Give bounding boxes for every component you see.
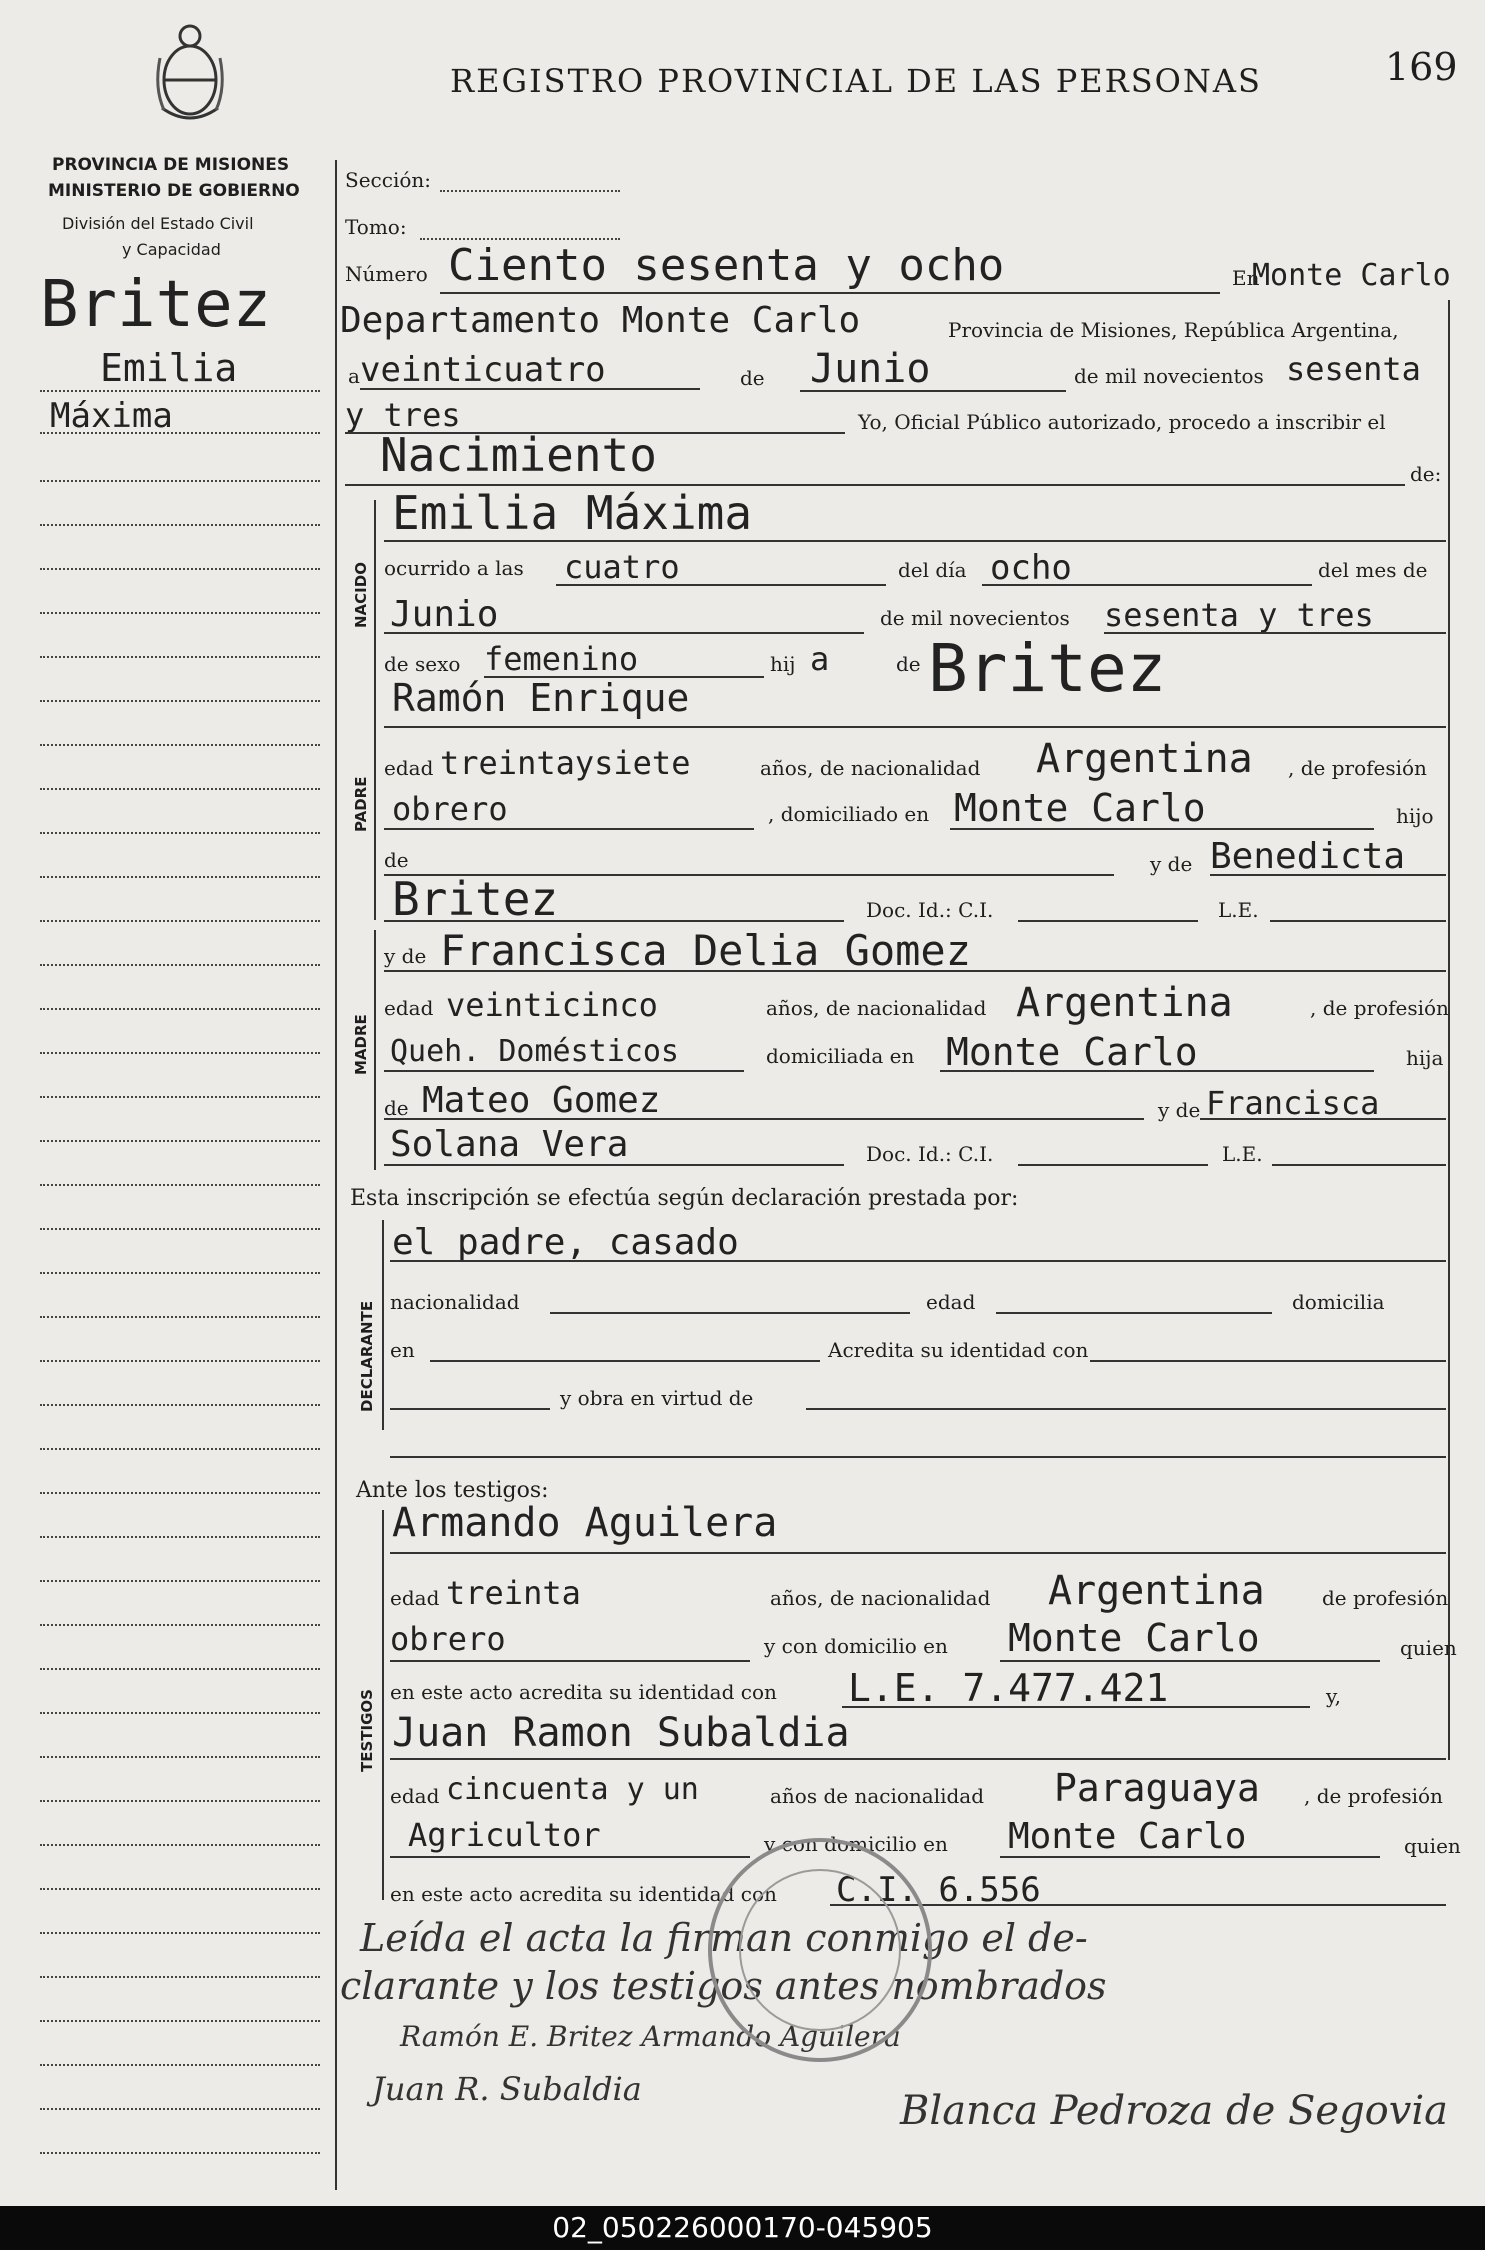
- testigo2-anios-label: años de nacionalidad: [770, 1784, 985, 1808]
- coat-of-arms-icon: [150, 18, 230, 128]
- testigo1-y-label: y,: [1326, 1684, 1341, 1708]
- column-divider: [335, 160, 337, 2190]
- padre-doc-label: Doc. Id.: C.I.: [866, 898, 994, 922]
- official-stamp-icon: [700, 1830, 940, 2070]
- del-mes-label: del mes de: [1318, 558, 1428, 582]
- madre-padre-line: [384, 1118, 1144, 1120]
- padre-anios-label: años, de nacionalidad: [760, 756, 981, 780]
- margin-line: [40, 832, 320, 834]
- firma-line2: Juan R. Subaldia: [372, 2070, 642, 2108]
- hora-line: [556, 584, 886, 586]
- nombre-value: Emilia Máxima: [392, 486, 753, 540]
- padre-prof-value: obrero: [392, 790, 508, 828]
- padre-yde-label: y de: [1150, 852, 1193, 876]
- margin-line: [40, 1140, 320, 1142]
- margin-name1: Emilia: [100, 346, 238, 390]
- provincia-label: Provincia de Misiones, República Argentina,: [948, 318, 1399, 342]
- margin-line: [40, 1668, 320, 1670]
- esta-inscripcion-label: Esta inscripción se efectúa según declaración prestada por:: [350, 1186, 1019, 1211]
- padre-dom-value: Monte Carlo: [954, 786, 1206, 830]
- margin-line: [40, 1184, 320, 1186]
- madre-hija-label: hija: [1406, 1046, 1444, 1070]
- testigo2-edad-value: cincuenta y un: [446, 1772, 699, 1807]
- testigo1-dom-value: Monte Carlo: [1008, 1616, 1260, 1660]
- margin-line: [40, 700, 320, 702]
- testigos-side-label: TESTIGOS: [358, 1689, 376, 1772]
- division-label: División del Estado Civil: [62, 214, 254, 233]
- testigo1-prof-label: de profesión: [1322, 1586, 1449, 1610]
- document-title: REGISTRO PROVINCIAL DE LAS PERSONAS: [450, 62, 1262, 100]
- declarante-nac-label: nacionalidad: [390, 1290, 520, 1314]
- obra-line: [806, 1408, 1446, 1410]
- margin-line: [40, 480, 320, 482]
- testigo1-prof-value: obrero: [390, 1620, 506, 1658]
- mes-nac-value: Junio: [390, 594, 499, 635]
- dia-nac-value: ocho: [990, 548, 1072, 588]
- firma-oficial: Blanca Pedroza de Segovia: [900, 2088, 1448, 2134]
- numero-value: Ciento sesenta y ocho: [448, 240, 1005, 291]
- margin-line: [40, 1492, 320, 1494]
- footer-code: 02_050226000170-045905: [552, 2211, 933, 2244]
- acredita-label: Acredita su identidad con: [828, 1338, 1089, 1362]
- margin-line: [40, 876, 320, 878]
- declarante-edad-line: [996, 1312, 1272, 1314]
- margin-line: [40, 964, 320, 966]
- testigo1-edad-label: edad: [390, 1586, 440, 1610]
- madre-padre-value: Mateo Gomez: [422, 1080, 661, 1121]
- declarante-dom-label: domicilia: [1292, 1290, 1385, 1314]
- declarante-nac-line: [550, 1312, 910, 1314]
- form-right-border: [1448, 300, 1450, 1760]
- madre-nombre-line: [384, 970, 1446, 972]
- margin-line: [40, 1448, 320, 1450]
- margin-line: [40, 1316, 320, 1318]
- testigo2-doc-value: C.I. 6.556: [836, 1870, 1041, 1910]
- margin-line: [40, 568, 320, 570]
- hij-label: hij: [770, 652, 796, 676]
- margin-line: [40, 1712, 320, 1714]
- testigo1-dom-label: y con domicilio en: [764, 1634, 948, 1658]
- madre-doc-label: Doc. Id.: C.I.: [866, 1142, 994, 1166]
- dia-nac-line: [982, 584, 1312, 586]
- madre-ci-line: [1018, 1164, 1208, 1166]
- margin-line: [40, 1888, 320, 1890]
- testigo2-dom-value: Monte Carlo: [1008, 1816, 1247, 1857]
- margin-line: [40, 1800, 320, 1802]
- madre-yde2-label: y de: [1158, 1098, 1201, 1122]
- madre-de-label: de: [384, 1096, 409, 1120]
- declarante-side-label: DECLARANTE: [358, 1300, 376, 1412]
- padre-dom-label: , domiciliado en: [768, 802, 930, 826]
- acto-value: Nacimiento: [380, 428, 657, 482]
- testigo1-prof-line: [390, 1660, 750, 1662]
- madre-dom-label: domiciliada en: [766, 1044, 915, 1068]
- dia-line: [360, 388, 700, 390]
- leida-line1: Leída el acta la firman conmigo el de-: [360, 1916, 1088, 1960]
- padre-bracket: [374, 690, 376, 920]
- padre-le-line: [1270, 920, 1446, 922]
- de-mil-label: de mil novecientos: [1074, 364, 1264, 388]
- en-value: Monte Carlo: [1252, 258, 1451, 293]
- yo-label: Yo, Oficial Público autorizado, procedo a inscribir el: [858, 410, 1386, 434]
- margin-line: [40, 432, 320, 434]
- madre-anios-label: años, de nacionalidad: [766, 996, 987, 1020]
- province-label: PROVINCIA DE MISIONES: [52, 155, 290, 175]
- margin-line: [40, 1008, 320, 1010]
- testigos-bracket: [382, 1510, 384, 1900]
- testigo2-nombre-value: Juan Ramon Subaldia: [392, 1710, 850, 1756]
- seccion-label: Sección:: [345, 168, 431, 192]
- en-label: En: [1232, 266, 1260, 290]
- obra-pre-line: [390, 1408, 550, 1410]
- padre-nombre-line: [384, 726, 1446, 728]
- capacity-label: y Capacidad: [122, 240, 221, 259]
- madre-madre2-value: Solana Vera: [390, 1124, 629, 1165]
- madre-nombre-value: Francisca Delia Gomez: [440, 926, 972, 975]
- madre-side-label: MADRE: [352, 1014, 370, 1075]
- numero-label: Número: [345, 262, 428, 286]
- testigo2-dom-label: y con domicilio en: [764, 1832, 948, 1856]
- padre-madre-line: [1210, 874, 1446, 876]
- margin-line: [40, 2064, 320, 2066]
- margin-line: [40, 524, 320, 526]
- madre-bracket: [374, 930, 376, 1170]
- acredita-line: [1090, 1360, 1446, 1362]
- testigo2-prof-label: , de profesión: [1304, 1784, 1443, 1808]
- margin-line: [40, 1404, 320, 1406]
- margin-line: [40, 744, 320, 746]
- de-colon-label: de:: [1410, 462, 1442, 486]
- declarante-value: el padre, casado: [392, 1222, 739, 1263]
- leida-line2: clarante y los testigos antes nombrados: [340, 1964, 1107, 2008]
- margin-line: [40, 1536, 320, 1538]
- padre-nombre-value: Ramón Enrique: [392, 676, 690, 720]
- margin-line: [40, 656, 320, 658]
- tomo-label: Tomo:: [345, 215, 407, 239]
- hij-suffix-value: a: [810, 640, 830, 678]
- declarante-en-line: [430, 1360, 820, 1362]
- nacido-bracket: [374, 500, 376, 700]
- margin-line: [40, 1272, 320, 1274]
- mes-nac-line: [384, 632, 864, 634]
- padre-ap-value: Britez: [392, 872, 559, 926]
- margin-line: [40, 2152, 320, 2154]
- numero-line: [440, 292, 1220, 294]
- padre-nac-value: Argentina: [1036, 736, 1253, 782]
- margin-surname: Britez: [40, 268, 272, 342]
- madre-madre-line: [1200, 1118, 1446, 1120]
- margin-line: [40, 1756, 320, 1758]
- madre-dom-value: Monte Carlo: [946, 1030, 1198, 1074]
- madre-le-label: L.E.: [1222, 1142, 1263, 1166]
- padre-de-label: de: [384, 848, 409, 872]
- padre-ap-line: [384, 920, 844, 922]
- anio-value: sesenta: [1286, 350, 1421, 388]
- madre-nac-value: Argentina: [1016, 980, 1233, 1026]
- anio-nac-value: sesenta y tres: [1104, 596, 1374, 634]
- testigo2-dom-line: [1000, 1856, 1380, 1858]
- de-mil-2-label: de mil novecientos: [880, 606, 1070, 630]
- margin-line: [40, 920, 320, 922]
- madre-prof-value: Queh. Domésticos: [390, 1034, 679, 1069]
- testigo1-doc-line: [842, 1706, 1310, 1708]
- madre-prof-line: [384, 1070, 744, 1072]
- padre-le-label: L.E.: [1218, 898, 1259, 922]
- nombre-line: [384, 540, 1446, 542]
- del-dia-label: del día: [898, 558, 967, 582]
- madre-le-line: [1272, 1164, 1446, 1166]
- madre-prof-label: , de profesión: [1310, 996, 1449, 1020]
- margin-line: [40, 1976, 320, 1978]
- margin-line: [40, 1624, 320, 1626]
- anio2-value: y tres: [345, 396, 461, 434]
- testigo2-acredita-label: en este acto acredita su identidad con: [390, 1882, 777, 1906]
- testigo1-doc-value: L.E. 7.477.421: [848, 1666, 1169, 1710]
- margin-line: [40, 1360, 320, 1362]
- declarante-end-line: [390, 1456, 1446, 1458]
- ante-testigos-label: Ante los testigos:: [356, 1478, 549, 1503]
- declarante-edad-label: edad: [926, 1290, 976, 1314]
- padre-apellido-value: Britez: [928, 630, 1167, 707]
- padre-hijo-label: hijo: [1396, 804, 1434, 828]
- margin-line: [40, 1052, 320, 1054]
- testigo2-nombre-line: [390, 1758, 1446, 1760]
- testigo2-edad-label: edad: [390, 1784, 440, 1808]
- margin-line: [40, 788, 320, 790]
- margin-line: [40, 1580, 320, 1582]
- madre-madre-value: Francisca: [1206, 1084, 1380, 1122]
- declarante-en-label: en: [390, 1338, 415, 1362]
- madre-yde-label: y de: [384, 944, 427, 968]
- margin-line: [40, 1844, 320, 1846]
- testigo1-edad-value: treinta: [446, 1574, 581, 1612]
- madre-madre2-line: [384, 1164, 844, 1166]
- page-number: 169: [1385, 45, 1458, 89]
- padre-madre-value: Benedicta: [1210, 836, 1406, 877]
- nacido-side-label: NACIDO: [352, 562, 370, 628]
- seccion-field: [440, 190, 620, 192]
- ministry-label: MINISTERIO DE GOBIERNO: [48, 181, 300, 201]
- margin-line: [40, 2020, 320, 2022]
- padre-side-label: PADRE: [352, 776, 370, 832]
- testigo1-dom-line: [1000, 1660, 1380, 1662]
- margin-line: [40, 2108, 320, 2110]
- testigo2-quien-label: quien: [1404, 1834, 1461, 1858]
- madre-edad-value: veinticinco: [446, 986, 658, 1024]
- testigo2-prof-value: Agricultor: [408, 1816, 601, 1854]
- padre-prof-line: [384, 828, 754, 830]
- de-hij-label: de: [896, 652, 921, 676]
- declarante-bracket: [382, 1220, 384, 1430]
- sexo-value: femenino: [484, 640, 639, 678]
- margin-line: [40, 1096, 320, 1098]
- margin-line: [40, 612, 320, 614]
- de-sexo-label: de sexo: [384, 652, 461, 676]
- padre-ci-line: [1018, 920, 1198, 922]
- testigo1-quien-label: quien: [1400, 1636, 1457, 1660]
- y-obra-label: y obra en virtud de: [560, 1386, 754, 1410]
- de-label: de: [740, 366, 765, 390]
- departamento-value: Departamento Monte Carlo: [340, 300, 861, 341]
- testigo1-acredita-label: en este acto acredita su identidad con: [390, 1680, 777, 1704]
- testigo1-nac-value: Argentina: [1048, 1568, 1265, 1614]
- madre-dom-line: [940, 1070, 1374, 1072]
- padre-dom-line: [950, 828, 1374, 830]
- testigo1-nombre-line: [390, 1552, 1446, 1554]
- firma-line1: Ramón E. Britez Armando Aguilera: [400, 2020, 901, 2053]
- margin-line: [40, 1932, 320, 1934]
- mes-value: Junio: [810, 346, 931, 392]
- ocurrido-label: ocurrido a las: [384, 556, 524, 580]
- margin-name2: Máxima: [50, 396, 173, 436]
- declarante-line: [390, 1260, 1446, 1262]
- testigo2-nac-value: Paraguaya: [1054, 1766, 1260, 1810]
- testigo1-nombre-value: Armando Aguilera: [392, 1500, 778, 1546]
- padre-prof-label: , de profesión: [1288, 756, 1427, 780]
- hora-value: cuatro: [564, 548, 680, 586]
- mes-line: [800, 390, 1066, 392]
- dia-value: veinticuatro: [360, 350, 606, 390]
- madre-edad-label: edad: [384, 996, 434, 1020]
- padre-edad-value: treintaysiete: [440, 744, 691, 782]
- a-label: a: [348, 364, 360, 388]
- testigo2-prof-line: [390, 1856, 750, 1858]
- margin-line: [40, 1228, 320, 1230]
- testigo1-anios-label: años, de nacionalidad: [770, 1586, 991, 1610]
- padre-edad-label: edad: [384, 756, 434, 780]
- margin-line: [40, 390, 320, 392]
